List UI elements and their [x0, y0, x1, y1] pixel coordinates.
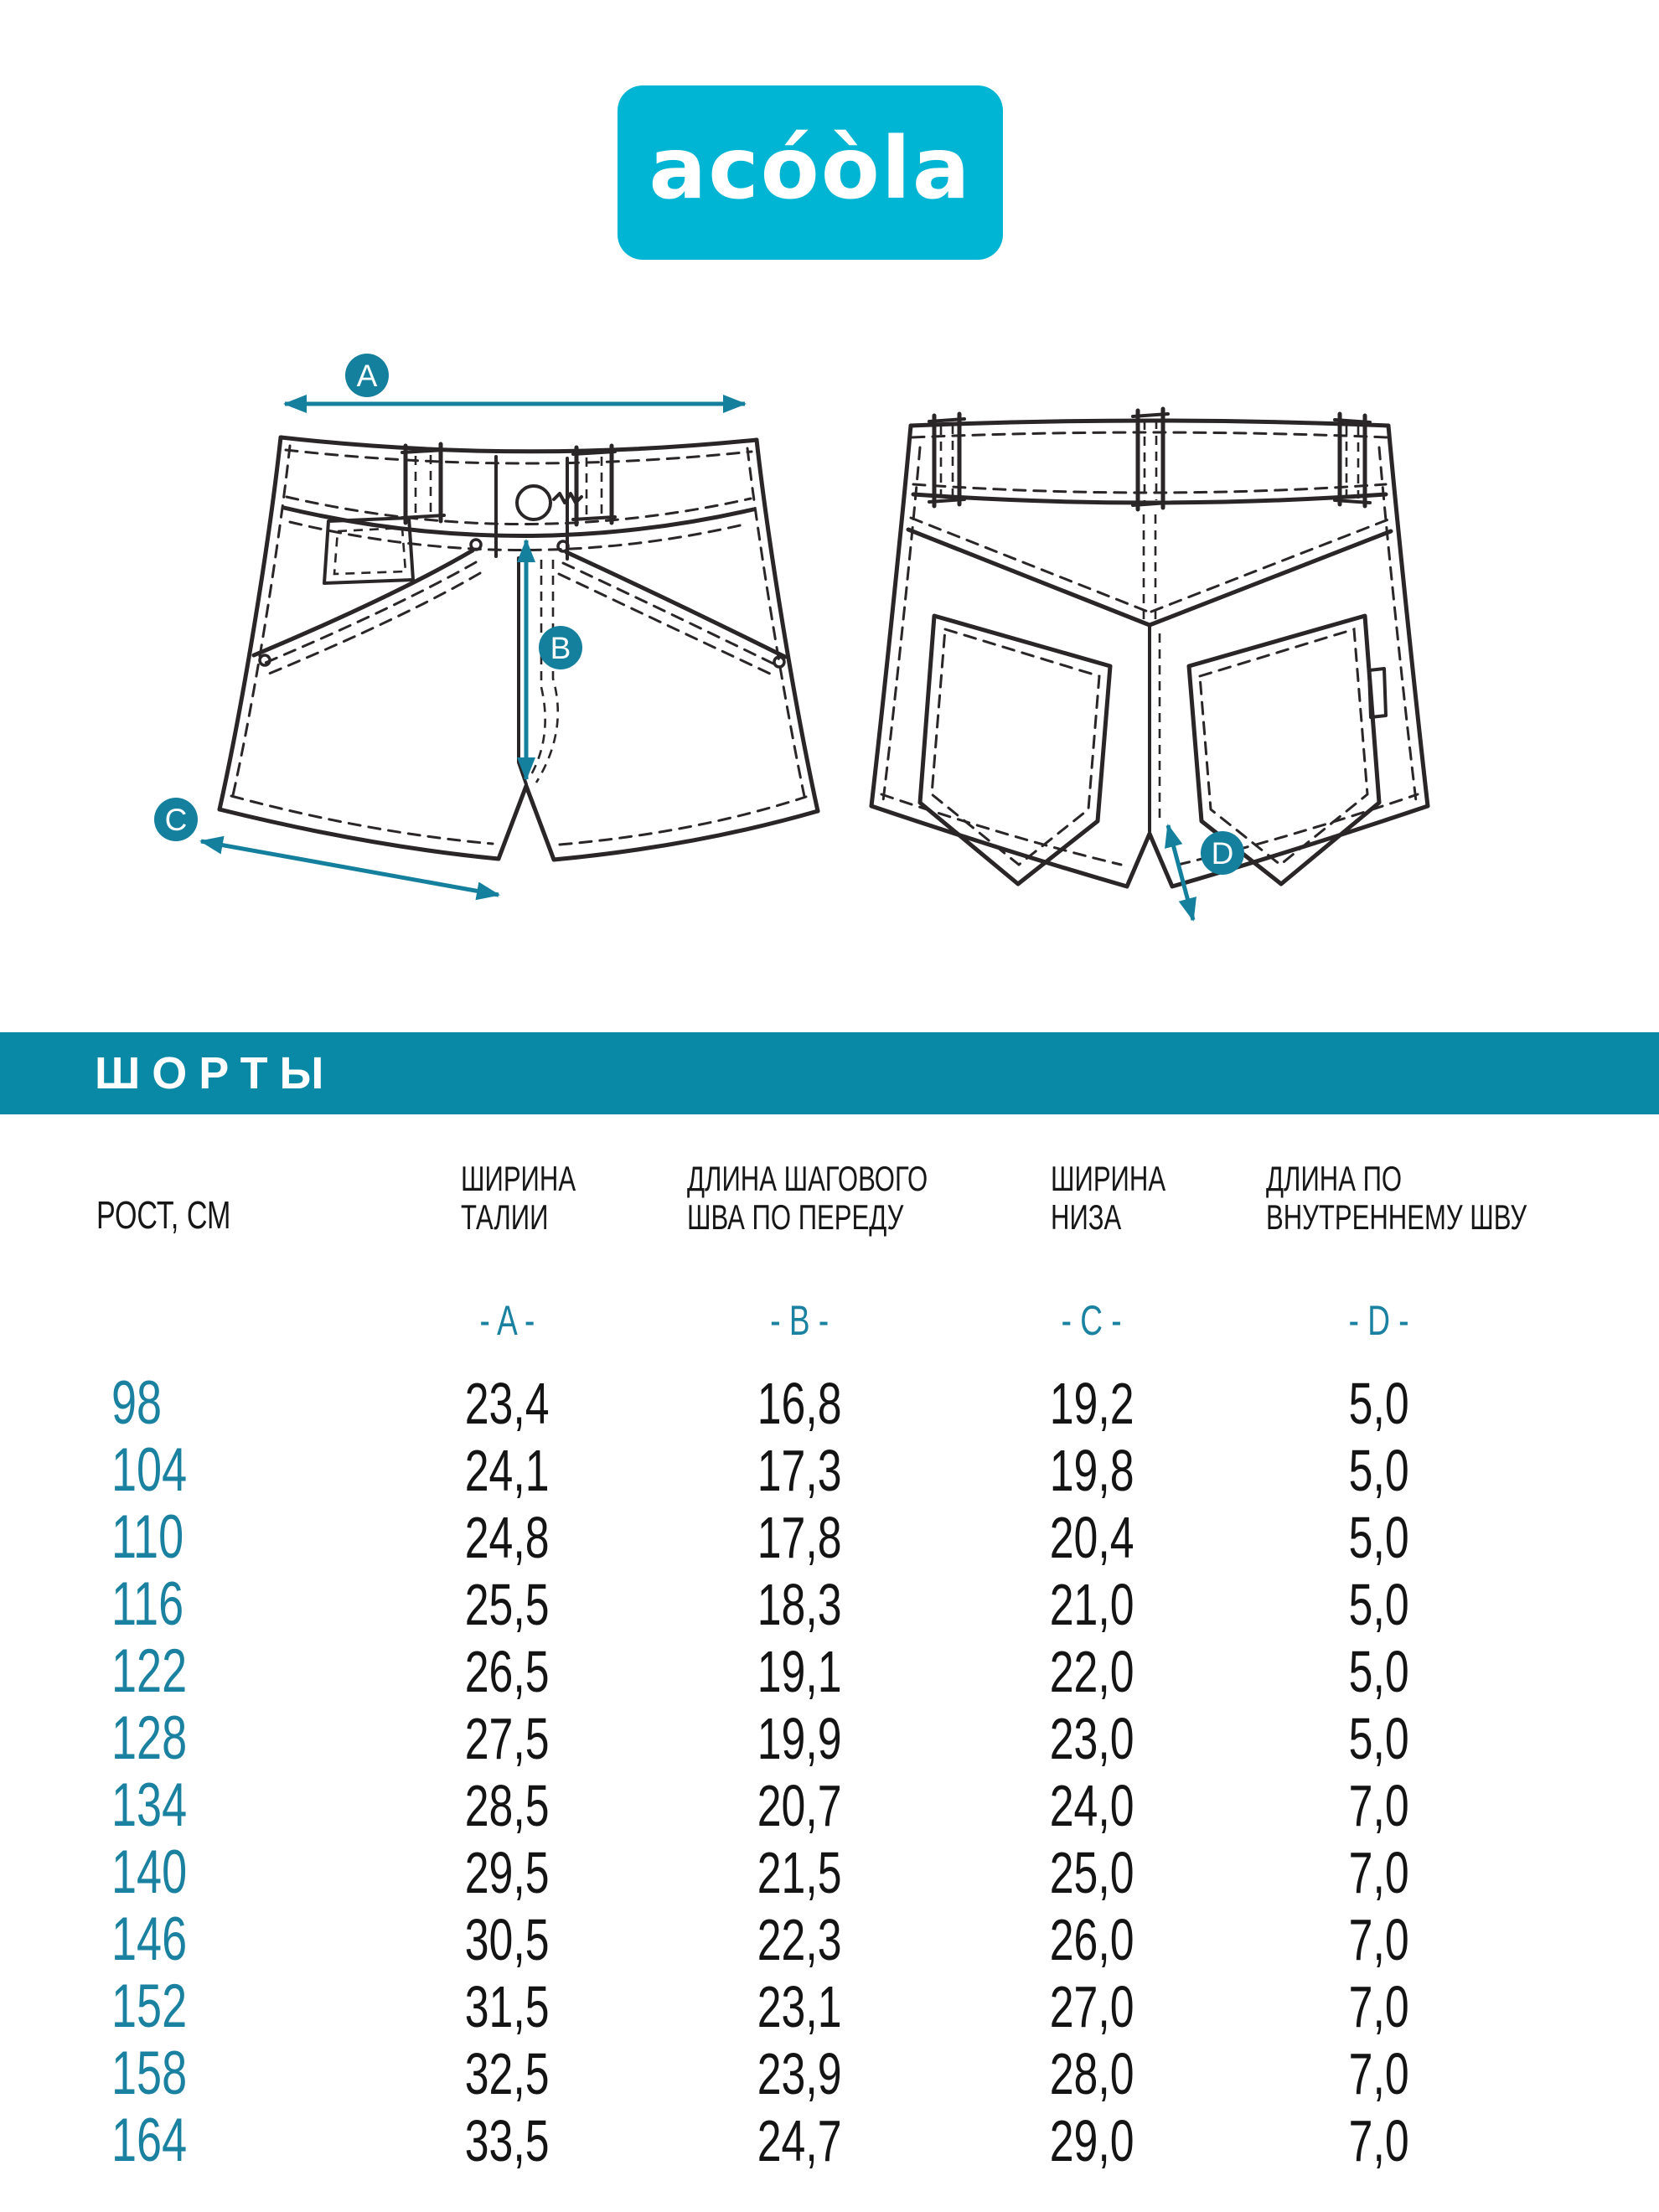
value-c: 21,0: [1049, 1572, 1134, 1637]
value-a: 24,1: [464, 1438, 550, 1503]
shorts-back-view: [871, 409, 1428, 920]
value-b: 19,1: [757, 1639, 842, 1704]
table-row: [0, 1705, 1659, 1772]
value-c: 25,0: [1049, 1840, 1134, 1905]
height-value: 164: [111, 2106, 188, 2174]
shorts-front-view: [154, 354, 818, 895]
value-d: 7,0: [1348, 1840, 1410, 1905]
height-value: 104: [111, 1436, 188, 1504]
measure-arrow-c: [201, 841, 499, 895]
front-belt-loops: [402, 444, 615, 525]
value-d: 5,0: [1348, 1505, 1410, 1570]
brand-logo: [618, 85, 1003, 260]
marker-c-label: C: [164, 803, 188, 837]
table-row: [0, 1839, 1659, 1906]
height-value: 116: [111, 1570, 184, 1638]
value-a: 26,5: [464, 1639, 550, 1704]
value-c: 24,0: [1049, 1773, 1134, 1838]
value-a: 31,5: [464, 1974, 550, 2039]
value-b: 19,9: [757, 1706, 842, 1771]
value-b: 23,9: [757, 2041, 842, 2106]
section-title: ШОРТЫ: [95, 1048, 336, 1098]
height-value: 134: [111, 1771, 188, 1839]
column-letter-a: - A -: [479, 1297, 535, 1344]
table-row: [0, 1504, 1659, 1571]
value-b: 21,5: [757, 1840, 842, 1905]
marker-c-badge: [154, 798, 198, 841]
marker-a-badge: [345, 354, 389, 397]
column-header-a: ШИРИНА ТАЛИИ: [461, 1159, 576, 1237]
table-row: [0, 1772, 1659, 1839]
row-header-height: РОСТ, СМ: [96, 1193, 231, 1237]
value-d: 7,0: [1348, 2108, 1410, 2173]
shorts-diagram: [117, 344, 1542, 1005]
value-b: 22,3: [757, 1907, 842, 1972]
value-a: 27,5: [464, 1706, 550, 1771]
value-b: 17,3: [757, 1438, 842, 1503]
value-a: 28,5: [464, 1773, 550, 1838]
value-b: 17,8: [757, 1505, 842, 1570]
height-value: 128: [111, 1704, 188, 1772]
value-c: 22,0: [1049, 1639, 1134, 1704]
value-a: 24,8: [464, 1505, 550, 1570]
table-row: [0, 1638, 1659, 1705]
column-header-c: ШИРИНА НИЗА: [1051, 1159, 1166, 1237]
value-d: 7,0: [1348, 2041, 1410, 2106]
height-value: 158: [111, 2039, 188, 2107]
value-b: 16,8: [757, 1371, 842, 1436]
height-value: 152: [111, 1972, 188, 2040]
value-a: 23,4: [464, 1371, 550, 1436]
table-row: [0, 1437, 1659, 1504]
marker-a-label: A: [356, 359, 378, 393]
marker-b-label: B: [550, 631, 571, 665]
value-c: 23,0: [1049, 1706, 1134, 1771]
value-c: 19,2: [1049, 1371, 1134, 1436]
value-d: 5,0: [1348, 1371, 1410, 1436]
column-header-d: ДЛИНА ПО ВНУТРЕННЕМУ ШВУ: [1266, 1159, 1527, 1237]
brand-logo-text: acóòla: [649, 118, 972, 219]
height-value: 146: [111, 1905, 188, 1973]
table-row: [0, 2040, 1659, 2107]
marker-b-badge: [539, 626, 582, 669]
value-c: 29,0: [1049, 2108, 1134, 2173]
value-b: 18,3: [757, 1572, 842, 1637]
value-c: 26,0: [1049, 1907, 1134, 1972]
measure-arrow-d: [1168, 825, 1193, 920]
size-table: [0, 1370, 1659, 2174]
value-c: 19,8: [1049, 1438, 1134, 1503]
value-b: 24,7: [757, 2108, 842, 2173]
table-row: [0, 1906, 1659, 1973]
section-banner: [0, 1032, 1659, 1114]
value-b: 23,1: [757, 1974, 842, 2039]
marker-d-badge: [1201, 831, 1244, 875]
value-c: 27,0: [1049, 1974, 1134, 2039]
value-a: 29,5: [464, 1840, 550, 1905]
value-d: 7,0: [1348, 1773, 1410, 1838]
height-value: 98: [111, 1369, 163, 1437]
value-c: 28,0: [1049, 2041, 1134, 2106]
column-letter-c: - C -: [1062, 1297, 1122, 1344]
height-value: 122: [111, 1637, 188, 1705]
height-value: 140: [111, 1838, 188, 1906]
value-a: 32,5: [464, 2041, 550, 2106]
table-row: [0, 1571, 1659, 1638]
table-row: [0, 1370, 1659, 1437]
column-letter-b: - B -: [770, 1297, 829, 1344]
value-a: 33,5: [464, 2108, 550, 2173]
value-d: 7,0: [1348, 1974, 1410, 2039]
table-row: [0, 1973, 1659, 2040]
value-d: 5,0: [1348, 1572, 1410, 1637]
value-a: 25,5: [464, 1572, 550, 1637]
value-d: 5,0: [1348, 1639, 1410, 1704]
value-a: 30,5: [464, 1907, 550, 1972]
value-d: 5,0: [1348, 1438, 1410, 1503]
value-d: 5,0: [1348, 1706, 1410, 1771]
value-b: 20,7: [757, 1773, 842, 1838]
marker-d-label: D: [1211, 836, 1234, 871]
value-c: 20,4: [1049, 1505, 1134, 1570]
value-d: 7,0: [1348, 1907, 1410, 1972]
column-letter-d: - D -: [1349, 1297, 1409, 1344]
column-header-b: ДЛИНА ШАГОВОГО ШВА ПО ПЕРЕДУ: [687, 1159, 928, 1237]
height-value: 110: [111, 1503, 184, 1571]
table-row: [0, 2107, 1659, 2174]
